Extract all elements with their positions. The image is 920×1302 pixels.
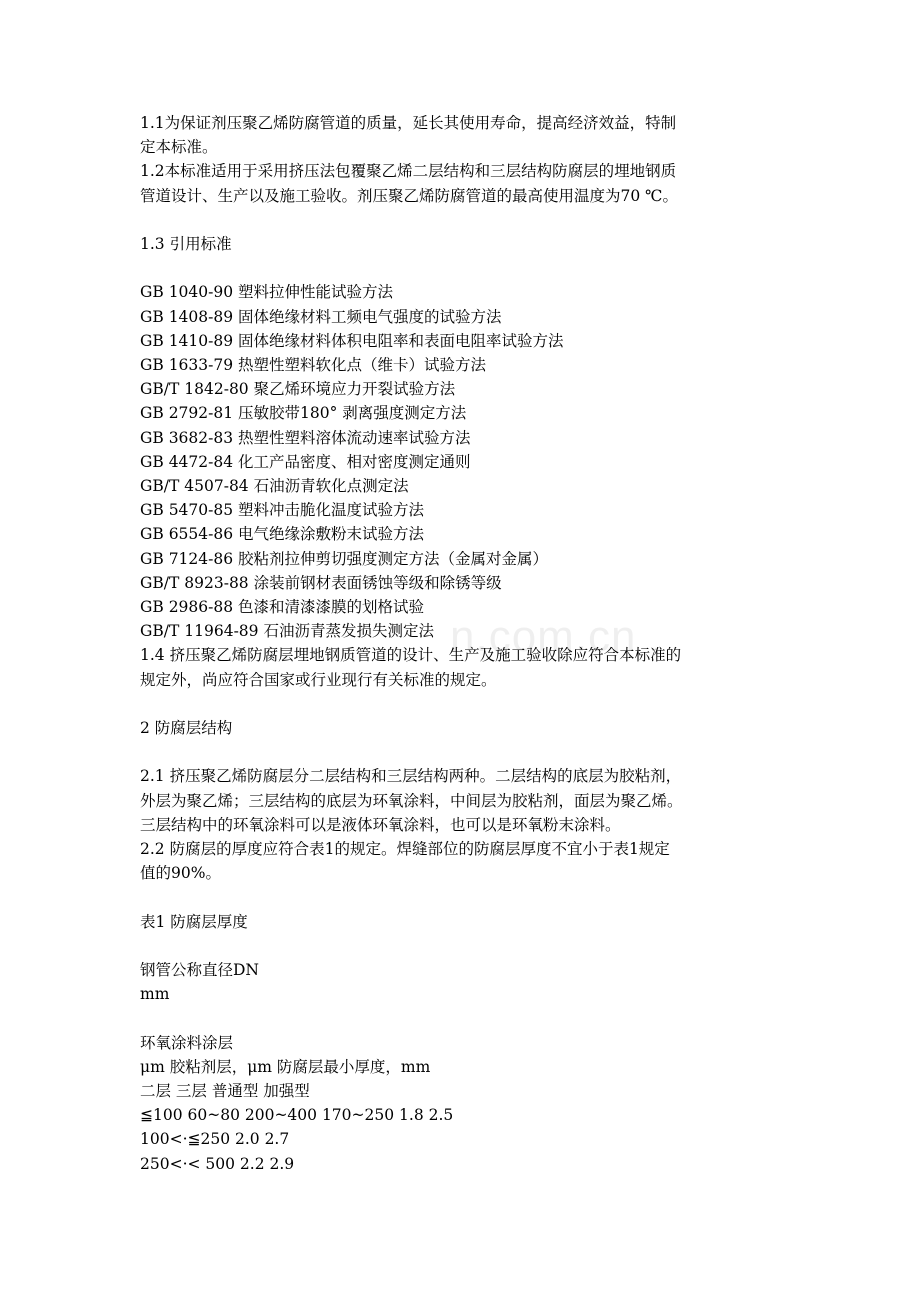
spacer bbox=[140, 885, 800, 909]
spacer bbox=[140, 692, 800, 716]
table-header-units-line: μm 胶粘剂层，μm 防腐层最小厚度，mm bbox=[140, 1057, 431, 1076]
standard-item: GB 3682-83 热塑性塑料溶体流动速率试验方法 bbox=[140, 428, 471, 447]
para-2-2-line-2: 值的90%。 bbox=[140, 864, 221, 883]
para-1-2-line-2: 管道设计、生产以及施工验收。剂压聚乙烯防腐管道的最高使用温度为70 ℃。 bbox=[140, 186, 678, 205]
para-1-2-line-1: 1.2本标准适用于采用挤压法包覆聚乙烯二层结构和三层结构防腐层的埋地钢质 bbox=[140, 162, 677, 181]
document-body bbox=[140, 111, 800, 1176]
standard-item: GB 2792-81 压敏胶带180° 剥离强度测定方法 bbox=[140, 404, 467, 423]
table-row: 250<·< 500 2.2 2.9 bbox=[140, 1154, 295, 1173]
table-header-unit: mm bbox=[140, 985, 170, 1004]
standard-item: GB/T 1842-80 聚乙烯环境应力开裂试验方法 bbox=[140, 380, 456, 399]
spacer bbox=[140, 1006, 800, 1030]
standard-item: GB 1040-90 塑料拉伸性能试验方法 bbox=[140, 283, 394, 302]
standard-item: GB 1408-89 固体绝缘材料工频电气强度的试验方法 bbox=[140, 307, 502, 326]
standards-list bbox=[140, 280, 800, 643]
para-2-2-line-1: 2.2 防腐层的厚度应符合表1的规定。焊缝部位的防腐层厚度不宜小于表1规定 bbox=[140, 840, 670, 859]
standard-item: GB 4472-84 化工产品密度、相对密度测定通则 bbox=[140, 452, 471, 471]
standard-item: GB 7124-86 胶粘剂拉伸剪切强度测定方法（金属对金属） bbox=[140, 549, 549, 568]
para-2-1-line-2: 外层为聚乙烯；三层结构的底层为环氧涂料，中间层为胶粘剂，面层为聚乙烯。 bbox=[140, 791, 683, 810]
table-row: 100<·≦250 2.0 2.7 bbox=[140, 1130, 290, 1149]
standard-item: GB/T 4507-84 石油沥青软化点测定法 bbox=[140, 477, 409, 496]
para-1-1-line-1: 1.1为保证剂压聚乙烯防腐管道的质量，延长其使用寿命，提高经济效益，特制 bbox=[140, 114, 677, 132]
spacer bbox=[140, 208, 800, 232]
heading-1-3: 1.3 引用标准 bbox=[140, 235, 232, 253]
standard-item: GB 1633-79 热塑性塑料软化点（维卡）试验方法 bbox=[140, 356, 487, 374]
para-1-4-line-2: 规定外，尚应符合国家或行业现行有关标准的规定。 bbox=[140, 670, 497, 689]
standard-item: GB 5470-85 塑料冲击脆化温度试验方法 bbox=[140, 501, 425, 520]
table-header-epoxy: 环氧涂料涂层 bbox=[140, 1033, 234, 1052]
standard-item: GB 1410-89 固体绝缘材料体积电阻率和表面电阻率试验方法 bbox=[140, 331, 564, 350]
para-2-1-line-3: 三层结构中的环氧涂料可以是液体环氧涂料，也可以是环氧粉末涂料。 bbox=[140, 815, 621, 834]
standard-item: GB 6554-86 电气绝缘涂敷粉末试验方法 bbox=[140, 525, 425, 544]
spacer bbox=[140, 256, 800, 280]
spacer bbox=[140, 740, 800, 764]
thickness-table bbox=[140, 958, 800, 1176]
spacer bbox=[140, 934, 800, 958]
table-header-diameter: 钢管公称直径DN bbox=[140, 961, 259, 980]
para-1-1-line-2: 定本标准。 bbox=[140, 138, 218, 157]
watermark: n.com.cn bbox=[450, 612, 637, 661]
table-row: ≦100 60~80 200~400 170~250 1.8 2.5 bbox=[140, 1106, 454, 1125]
standard-item: GB 2986-88 色漆和清漆漆膜的划格试验 bbox=[140, 598, 425, 617]
para-2-1-line-1: 2.1 挤压聚乙烯防腐层分二层结构和三层结构两种。二层结构的底层为胶粘剂， bbox=[140, 767, 682, 786]
standard-item: GB/T 11964-89 石油沥青蒸发损失测定法 bbox=[140, 622, 434, 641]
table-header-types: 二层 三层 普通型 加强型 bbox=[140, 1082, 310, 1101]
standard-item: GB/T 8923-88 涂装前钢材表面锈蚀等级和除锈等级 bbox=[140, 573, 502, 592]
heading-section-2: 2 防腐层结构 bbox=[140, 719, 233, 738]
para-1-4-line-1: 1.4 挤压聚乙烯防腐层埋地钢质管道的设计、生产及施工验收除应符合本标准的 bbox=[140, 646, 682, 665]
table-caption: 表1 防腐层厚度 bbox=[140, 912, 248, 931]
